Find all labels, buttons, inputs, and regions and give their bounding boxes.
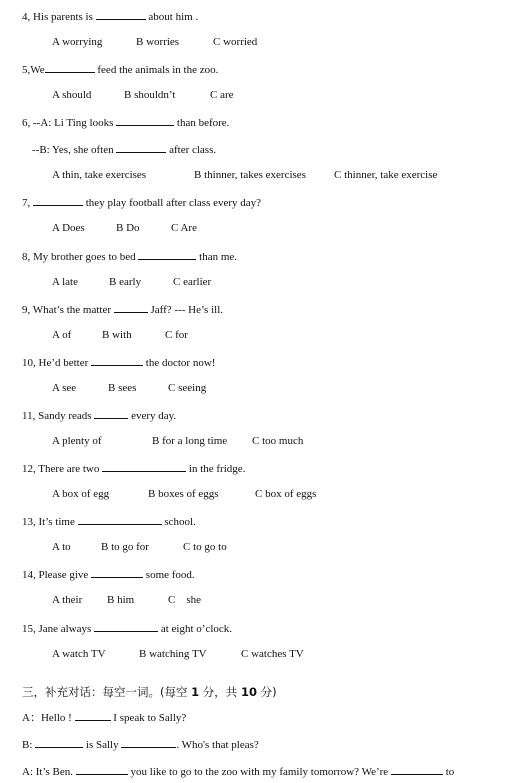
- question-4: 4, His parents is about him .: [22, 8, 198, 24]
- question-13: 13, It’s time school.: [22, 513, 196, 529]
- q8-option-b: B early: [109, 276, 142, 288]
- q11-option-a: A plenty of: [52, 435, 102, 447]
- dialogue-line-1: A：Hello ! I speak to Sally?: [22, 709, 186, 725]
- q6-option-a: A thin, take exercises: [52, 169, 147, 181]
- question-9: 9, What’s the matter Jaff? --- He’s ill.: [22, 301, 223, 317]
- q14-option-b: B him: [107, 594, 135, 606]
- answer-blank: [33, 194, 83, 206]
- question-7: 7, they play football after class every day?: [22, 194, 261, 210]
- answer-blank: [75, 709, 111, 721]
- q5-option-a: A should: [52, 89, 92, 101]
- q13-option-c: C to go to: [183, 541, 227, 553]
- answer-blank: [94, 620, 158, 632]
- q9-option-a: A of: [52, 329, 72, 341]
- answer-blank: [114, 301, 148, 313]
- answer-blank: [138, 248, 196, 260]
- answer-blank: [35, 736, 83, 748]
- question-11: 11, Sandy reads every day.: [22, 407, 176, 423]
- q4-option-b: B worries: [136, 36, 180, 48]
- q10-option-a: A see: [52, 382, 77, 394]
- q12-option-c: C box of eggs: [255, 488, 317, 500]
- answer-blank: [121, 736, 176, 748]
- answer-blank: [96, 8, 146, 20]
- q7-option-c: C Are: [171, 222, 197, 234]
- question-6: 6, --A: Li Ting looks than before.: [22, 114, 229, 130]
- question-15: 15, Jane always at eight o’clock.: [22, 620, 232, 636]
- answer-blank: [102, 460, 186, 472]
- q11-option-c: C too much: [252, 435, 304, 447]
- answer-blank: [116, 141, 166, 153]
- answer-blank: [78, 513, 162, 525]
- q6-option-b: B thinner, takes exercises: [194, 169, 306, 181]
- dialogue-line-2: B: is Sally . Who's that pleas?: [22, 736, 259, 752]
- question-14: 14, Please give some food.: [22, 566, 195, 582]
- answer-blank: [76, 763, 128, 775]
- q14-option-a: A their: [52, 594, 83, 606]
- q9-option-b: B with: [102, 329, 132, 341]
- q15-option-b: B watching TV: [139, 648, 207, 660]
- dialogue-line-3: A: It’s Ben. you like to go to the zoo with my family tomorrow? We’re to: [22, 763, 454, 779]
- answer-blank: [116, 114, 174, 126]
- q9-option-c: C for: [165, 329, 188, 341]
- q6-option-c: C thinner, take exercise: [334, 169, 438, 181]
- answer-blank: [391, 763, 443, 775]
- answer-blank: [91, 566, 143, 578]
- q8-option-a: A late: [52, 276, 78, 288]
- answer-blank: [45, 61, 95, 73]
- question-10: 10, He’d better the doctor now!: [22, 354, 215, 370]
- q4-option-c: C worried: [213, 36, 258, 48]
- q8-option-c: C earlier: [173, 276, 212, 288]
- q5-option-c: C are: [210, 89, 234, 101]
- answer-blank: [94, 407, 128, 419]
- section-3-heading: 三，补充对话：每空一词。(每空 1 分，共 10 分): [22, 685, 277, 699]
- question-5: 5,We feed the animals in the zoo.: [22, 61, 218, 77]
- q13-option-b: B to go for: [101, 541, 149, 553]
- q11-option-b: B for a long time: [152, 435, 228, 447]
- q14-option-c: C she: [168, 594, 201, 606]
- question-6-reply: --B: Yes, she often after class.: [32, 141, 216, 157]
- answer-blank: [91, 354, 143, 366]
- q7-option-a: A Does: [52, 222, 85, 234]
- q5-option-b: B shouldn’t: [124, 89, 176, 101]
- question-8: 8, My brother goes to bed than me.: [22, 248, 237, 264]
- q13-option-a: A to: [52, 541, 71, 553]
- q12-option-a: A box of egg: [52, 488, 110, 500]
- q15-option-c: C watches TV: [241, 648, 304, 660]
- q7-option-b: B Do: [116, 222, 140, 234]
- q10-option-b: B sees: [108, 382, 137, 394]
- q15-option-a: A watch TV: [52, 648, 106, 660]
- question-12: 12, There are two in the fridge.: [22, 460, 245, 476]
- q4-option-a: A worrying: [52, 36, 103, 48]
- q10-option-c: C seeing: [168, 382, 207, 394]
- q12-option-b: B boxes of eggs: [148, 488, 219, 500]
